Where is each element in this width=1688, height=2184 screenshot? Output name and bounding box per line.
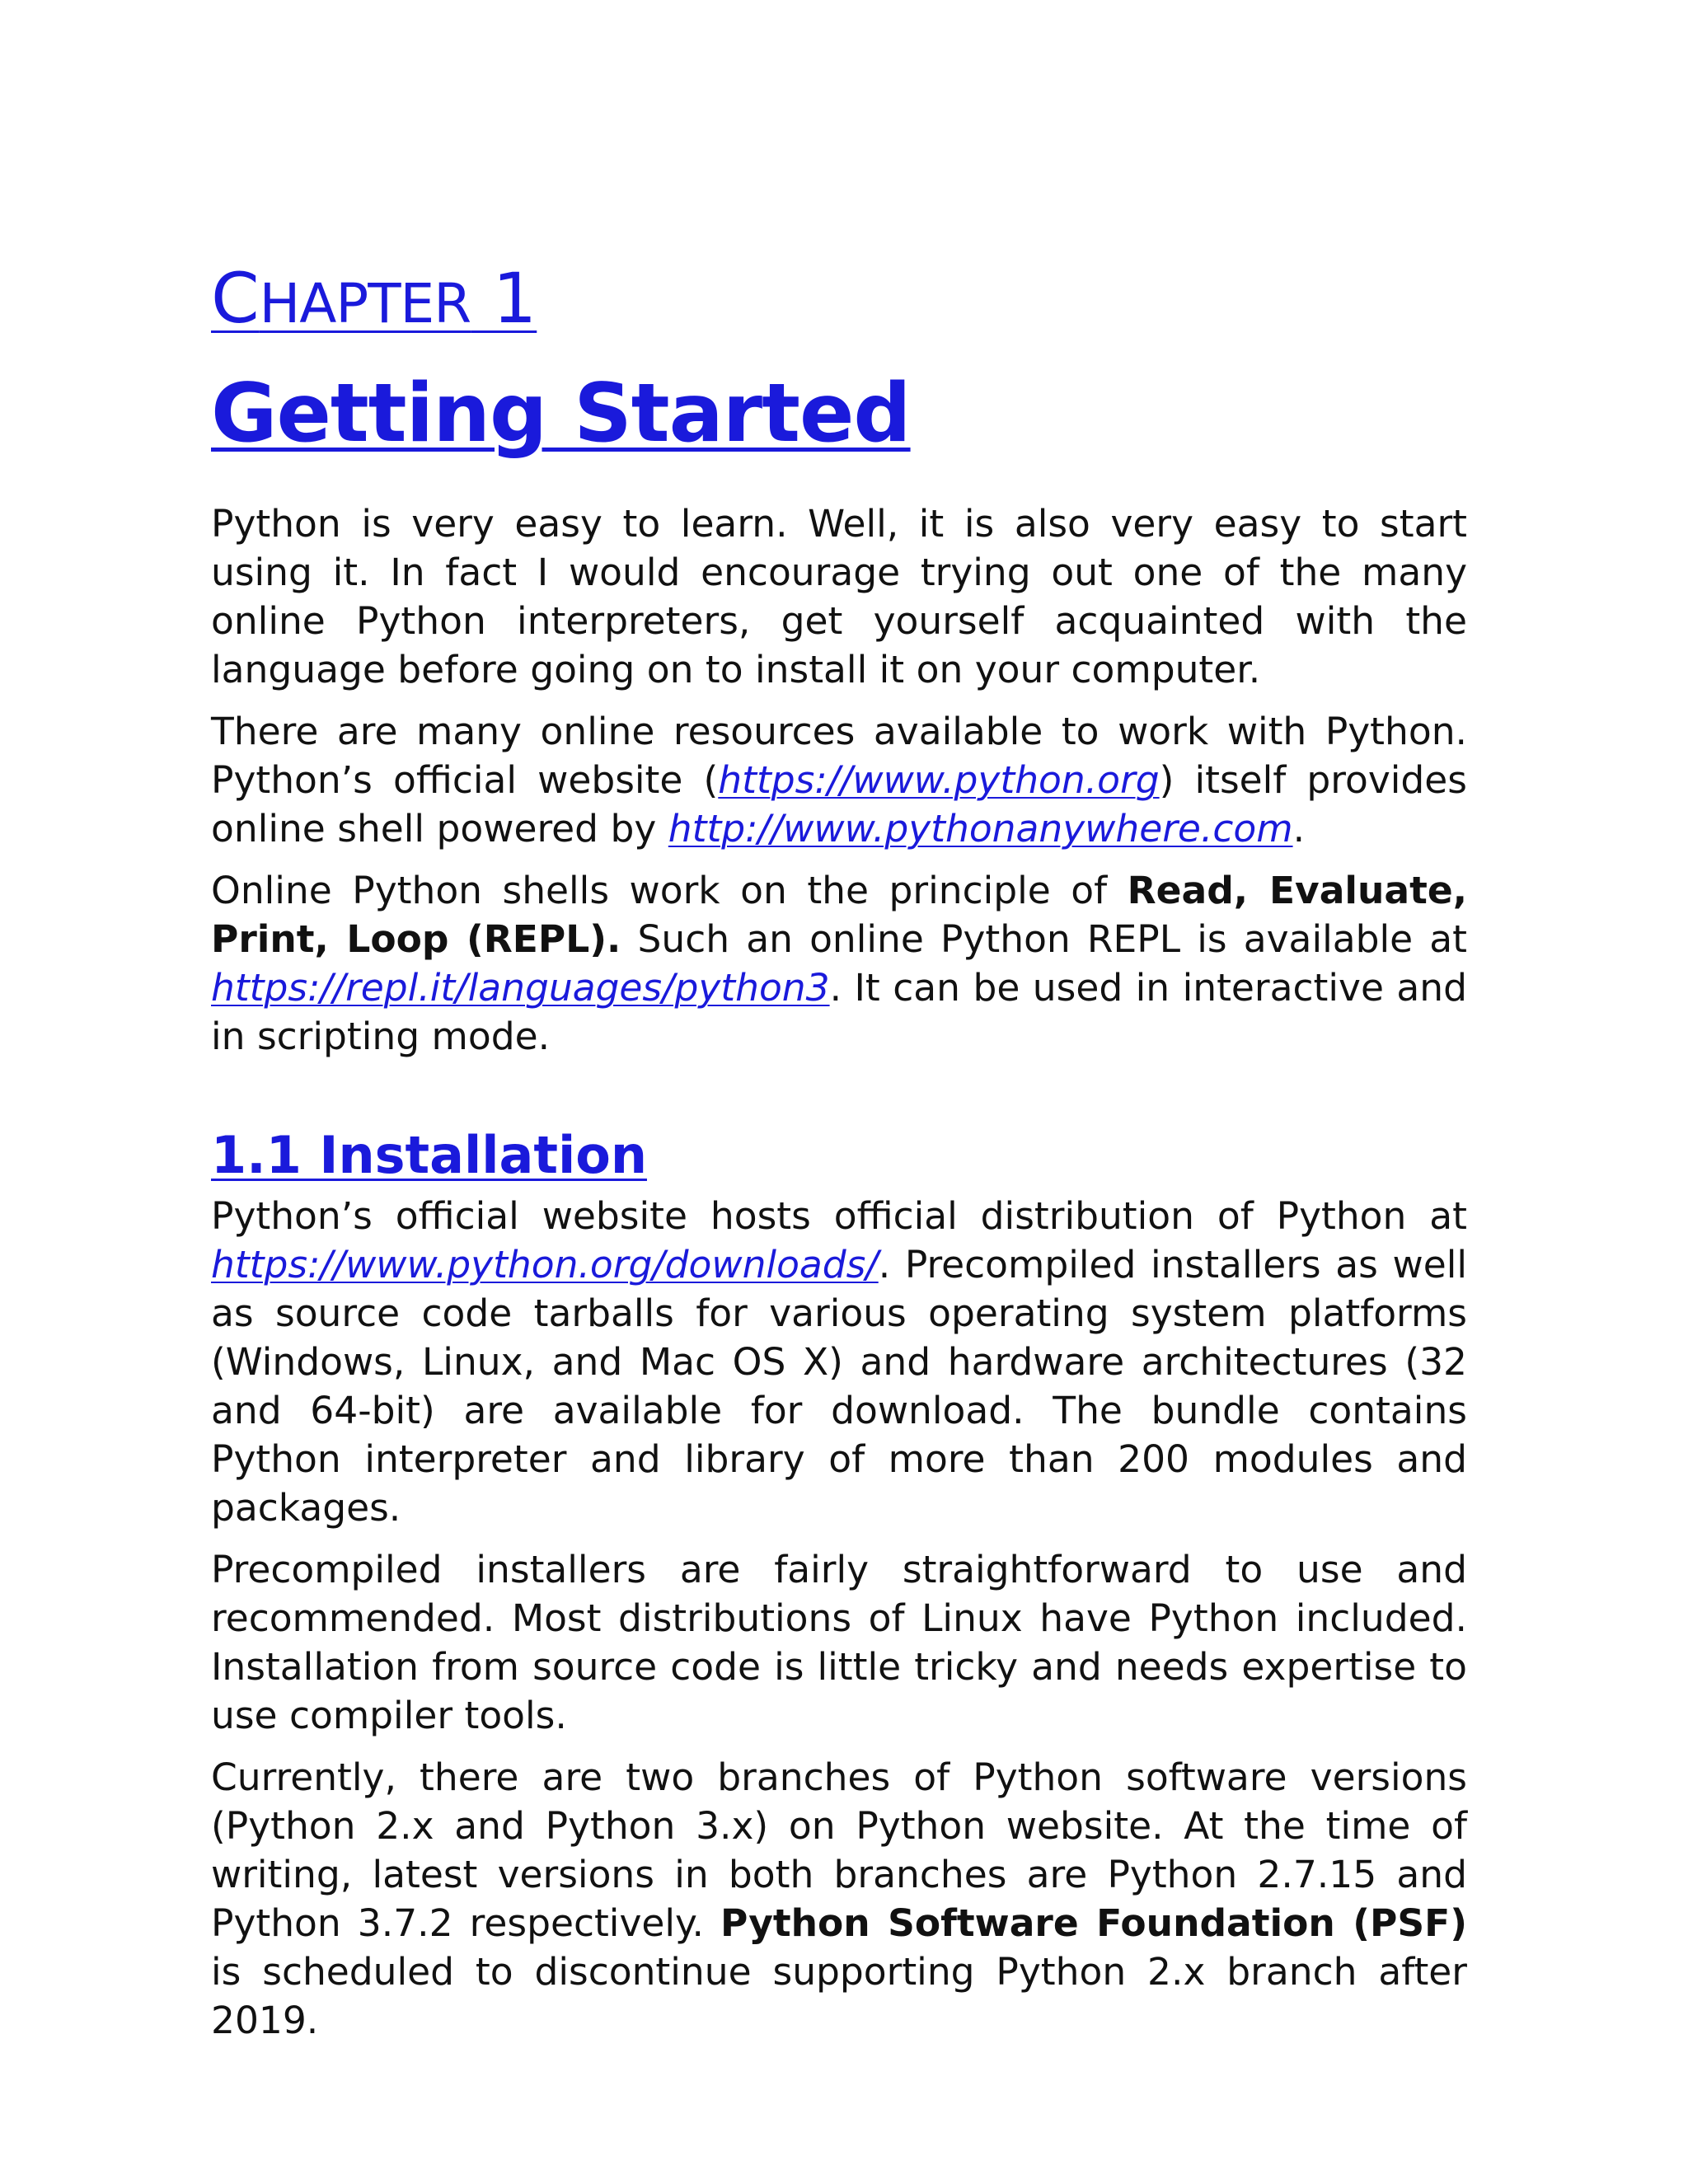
- intro-p2-text-c: .: [1292, 806, 1306, 851]
- section-heading-installation: 1.1 Installation: [211, 1124, 647, 1185]
- installation-paragraph-2: Precompiled installers are fairly straightforward to use and recommended. Most distributions of Linux have Python included. Installation from source code is little tricky and needs expertise to use compiler tools.: [211, 1547, 1467, 1737]
- psf-bold-text: Python Software Foundation (PSF): [720, 1900, 1467, 1945]
- python-downloads-link[interactable]: https://www.python.org/downloads/: [211, 1242, 879, 1286]
- chapter-label: [211, 258, 537, 346]
- repl-it-link[interactable]: https://repl.it/languages/python3: [211, 965, 830, 1010]
- install-p3-text-b: is scheduled to discontinue supporting Python 2.x branch after 2019.: [211, 1949, 1467, 2042]
- install-p3-text-a: Currently, there are two branches of Python software versions (Python 2.x and Python 3.x) on Python website. At the time of writing, latest versions in both branches are Python 2.7.15 and Python 3.7.2 respectively.: [211, 1755, 1467, 1945]
- chapter-title: Getting Started: [211, 367, 911, 461]
- document-page: [211, 258, 1468, 2045]
- install-p1-text-b: . Precompiled installers as well as source code tarballs for various operating system platforms (Windows, Linux, and Mac OS X) and hardware architectures (32 and 64-bit) are available for download. The bundle contains Python interpreter and library of more than 200 modules and packages.: [211, 1242, 1467, 1530]
- installation-paragraph-1: [211, 1192, 1467, 1532]
- chapter-label-initial: C: [211, 258, 260, 339]
- intro-p3-text-b: Such an online Python REPL is available at: [621, 916, 1468, 961]
- intro-p2-text-a: There are many online resources available to work with Python. Python’s official website (: [211, 709, 1467, 802]
- repl-bold-text: Read, Evaluate, Print, Loop (REPL).: [211, 868, 1467, 961]
- chapter-number: 1: [471, 258, 537, 339]
- intro-p2-text-b: ) itself provides online shell powered by: [211, 757, 1468, 851]
- install-p1-text-a: Python’s official website hosts official distribution of Python at: [211, 1193, 1467, 1238]
- pythonanywhere-link[interactable]: http://www.pythonanywhere.com: [668, 806, 1293, 851]
- installation-paragraph-3: [211, 1753, 1467, 2045]
- intro-p3-text-a: Online Python shells work on the principle of: [211, 868, 1128, 912]
- intro-p3-text-c: . It can be used in interactive and in scripting mode.: [211, 965, 1467, 1058]
- intro-paragraph-1: Python is very easy to learn. Well, it is also very easy to start using it. In fact I would encourage trying out one of the many online Python interpreters, get yourself acquainted with the language before going on to install it on your computer.: [211, 501, 1467, 691]
- chapter-label-rest: HAPTER: [259, 272, 471, 335]
- intro-paragraph-3: [211, 866, 1467, 1061]
- intro-paragraph-2: [211, 707, 1467, 853]
- python-org-link[interactable]: https://www.python.org: [718, 757, 1160, 802]
